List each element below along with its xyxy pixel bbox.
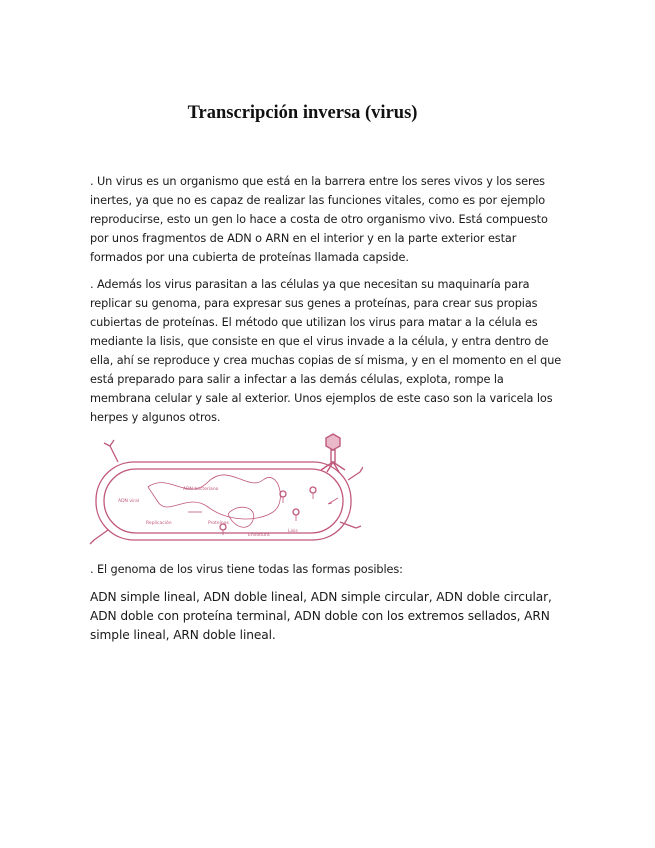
bacteriophage-icon [313,432,353,474]
figure-label: Replicación [146,521,172,526]
paragraph-genome-intro: . El genoma de los virus tiene todas las formas posibles: [90,563,403,576]
paragraph-genome-forms: ADN simple lineal, ADN doble lineal, ADN simple circular, ADN doble circular, ADN doble con proteína terminal, ADN doble con los extremos sellados, ARN simple lineal, ARN doble lineal. [90,590,552,642]
figure-label: ADN bacteriano [183,487,219,492]
figure-label: Proteínas [208,521,229,526]
arrow [328,498,338,504]
document-title: Transcripción inversa (virus) [187,103,418,123]
paragraph-virus-definition: . Un virus es un organismo que está en la barrera entre los seres vivos y los seres inertes, ya que no es capaz de realizar las funciones vitales, como es por ejemplo reproducirse, esto un gen lo hace a costa de otro organismo vivo. Está compuesto por unos fragmentos de ADN o ARN en el interior y en la parte exterior estar formados por una cubierta de proteínas llamada capside. [90,175,548,264]
figure-label: Envoltura [248,533,270,538]
phage-inner [310,487,316,493]
phage-bottom-left [90,530,108,544]
figure-label: Lisis [288,529,298,534]
bacterial-dna [148,475,280,519]
phage-inner [293,509,299,515]
figure-label: ADN viral [118,499,140,504]
phage-inner [280,491,286,497]
paragraph-virus-parasitism: . Además los virus parasitan a las células ya que necesitan su maquinaría para replicar su genoma, para expresar sus genes a proteínas, para crear sus propias cubiertas de proteínas. El método que utilizan los virus para matar a la célula es mediante la lisis, que consiste en que el virus invade a la célula, y entra dentro de ella, ahí se reproduce y crea muchas copias de sí misma, y en el momento en el que está preparado para salir a infectar a las demás células, explota, rompe la membrana celular y sale al exterior. Unos ejemplos de este caso son la varicela los herpes y algunos otros. [90,278,562,424]
phage-top-left [104,440,118,462]
